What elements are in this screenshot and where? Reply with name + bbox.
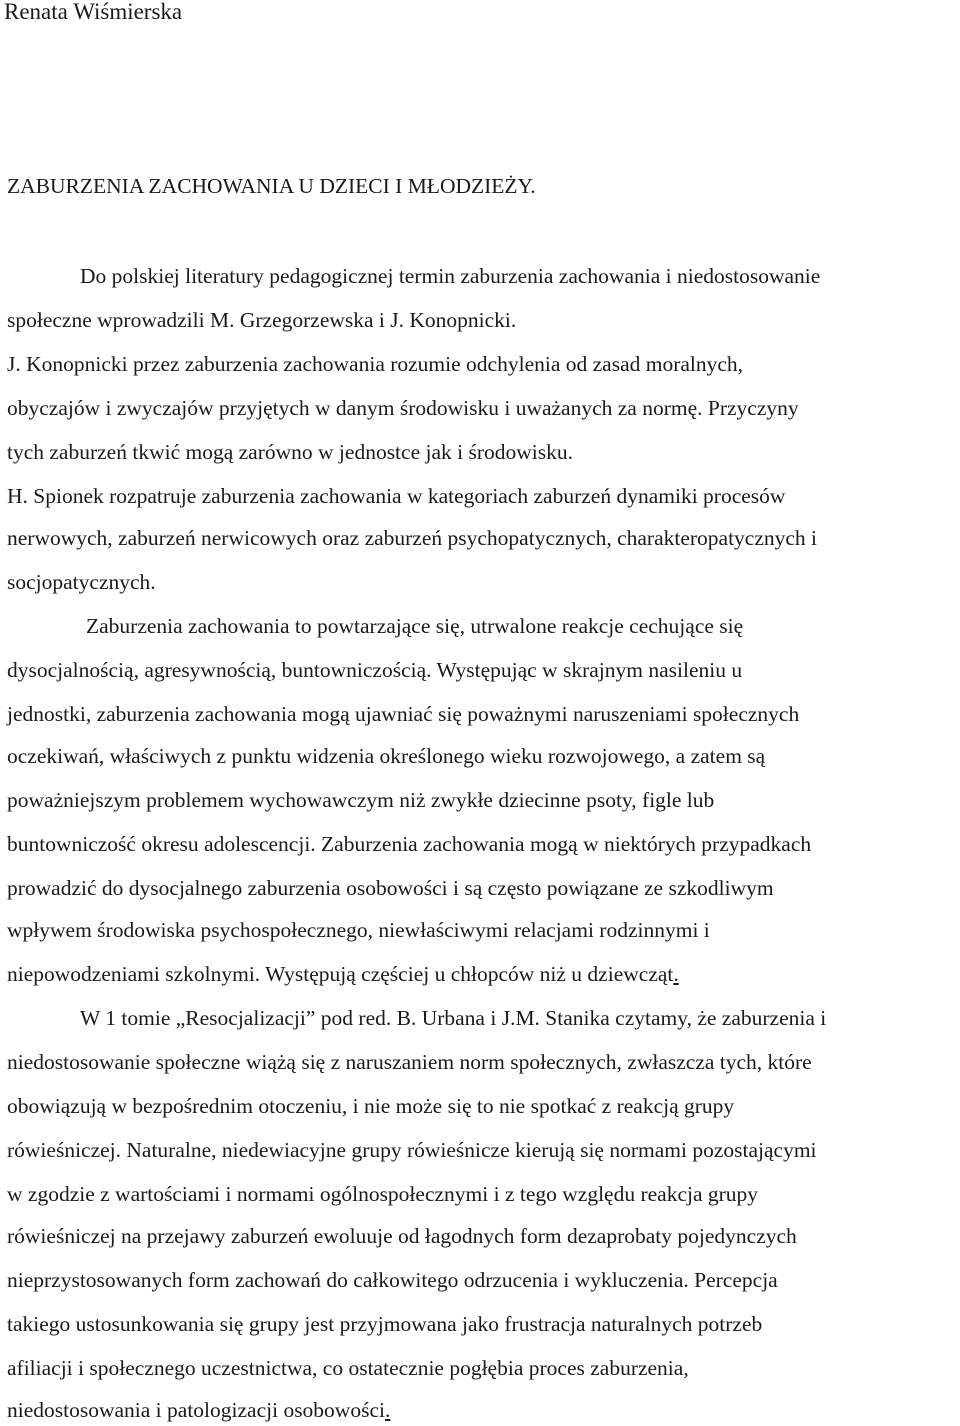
text-line: rówieśniczej na przejawy zaburzeń ewoluuje od łagodnych form dezaprobaty pojedynczych xyxy=(7,1224,797,1248)
text-line: afiliacji i społecznego uczestnictwa, co ostatecznie pogłębia proces zaburzenia, xyxy=(7,1356,689,1380)
text-line: buntowniczość okresu adolescencji. Zaburzenia zachowania mogą w niektórych przypadkach xyxy=(7,832,812,856)
text-line: niedostosowanie społeczne wiążą się z naruszaniem norm społecznych, zwłaszcza tych, które xyxy=(7,1050,812,1074)
text-line: H. Spionek rozpatruje zaburzenia zachowania w kategoriach zaburzeń dynamiki procesów xyxy=(7,484,786,508)
text-line: prowadzić do dysocjalnego zaburzenia osobowości i są często powiązane ze szkodliwym xyxy=(7,876,774,900)
text-line: Zaburzenia zachowania to powtarzające się, utrwalone reakcje cechujące się xyxy=(86,614,744,638)
text-line: socjopatycznych. xyxy=(7,570,156,594)
text-line: obyczajów i zwyczajów przyjętych w danym środowisku i uważanych za normę. Przyczyny xyxy=(7,396,799,420)
text-line: w zgodzie z wartościami i normami ogólnospołecznymi i z tego względu reakcja grupy xyxy=(7,1182,759,1206)
text-line: W 1 tomie „Resocjalizacji” pod red. B. Urbana i J.M. Stanika czytamy, że zaburzenia i xyxy=(80,1006,827,1030)
text-line: rówieśniczej. Naturalne, niedewiacyjne grupy rówieśnicze kierują się normami pozostającymi xyxy=(7,1138,817,1162)
text-line: nerwowych, zaburzeń nerwicowych oraz zaburzeń psychopatycznych, charakteropatycznych i xyxy=(7,526,818,550)
text-line xyxy=(7,1396,390,1424)
text-line-content: niedostosowania i patologizacji osobowości xyxy=(7,1398,385,1422)
text-line: obowiązują w bezpośrednim otoczeniu, i nie może się to nie spotkać z reakcją grupy xyxy=(7,1094,735,1118)
author-name: Renata Wiśmierska xyxy=(4,0,183,24)
text-line: takiego ustosunkowania się grupy jest przyjmowana jako frustracja naturalnych potrzeb xyxy=(7,1312,763,1336)
period-link[interactable]: . xyxy=(673,962,679,986)
period-link[interactable]: . xyxy=(384,1398,391,1422)
text-line xyxy=(7,960,679,988)
text-line: oczekiwań, właściwych z punktu widzenia określonego wieku rozwojowego, a zatem są xyxy=(7,744,766,768)
text-line: poważniejszym problemem wychowawczym niż zwykłe dziecinne psoty, figle lub xyxy=(7,788,715,812)
text-line: wpływem środowiska psychospołecznego, niewłaściwymi relacjami rodzinnymi i xyxy=(7,918,710,942)
text-line: J. Konopnicki przez zaburzenia zachowania rozumie odchylenia od zasad moralnych, xyxy=(7,352,744,376)
text-line: społeczne wprowadzili M. Grzegorzewska i J. Konopnicki. xyxy=(7,308,517,332)
text-line: dysocjalnością, agresywnością, buntowniczością. Występując w skrajnym nasileniu u xyxy=(7,658,743,682)
text-line: jednostki, zaburzenia zachowania mogą ujawniać się poważnymi naruszeniami społecznych xyxy=(7,702,800,726)
document-title: ZABURZENIA ZACHOWANIA U DZIECI I MŁODZIEŻY. xyxy=(7,174,536,198)
text-line: tych zaburzeń tkwić mogą zarówno w jednostce jak i środowisku. xyxy=(7,440,574,464)
text-line-content: niepowodzeniami szkolnymi. Występują częściej u chłopców niż u dziewcząt xyxy=(7,962,674,986)
text-line: Do polskiej literatury pedagogicznej termin zaburzenia zachowania i niedostosowanie xyxy=(80,264,821,288)
text-line: nieprzystosowanych form zachowań do całkowitego odrzucenia i wykluczenia. Percepcja xyxy=(7,1268,778,1292)
